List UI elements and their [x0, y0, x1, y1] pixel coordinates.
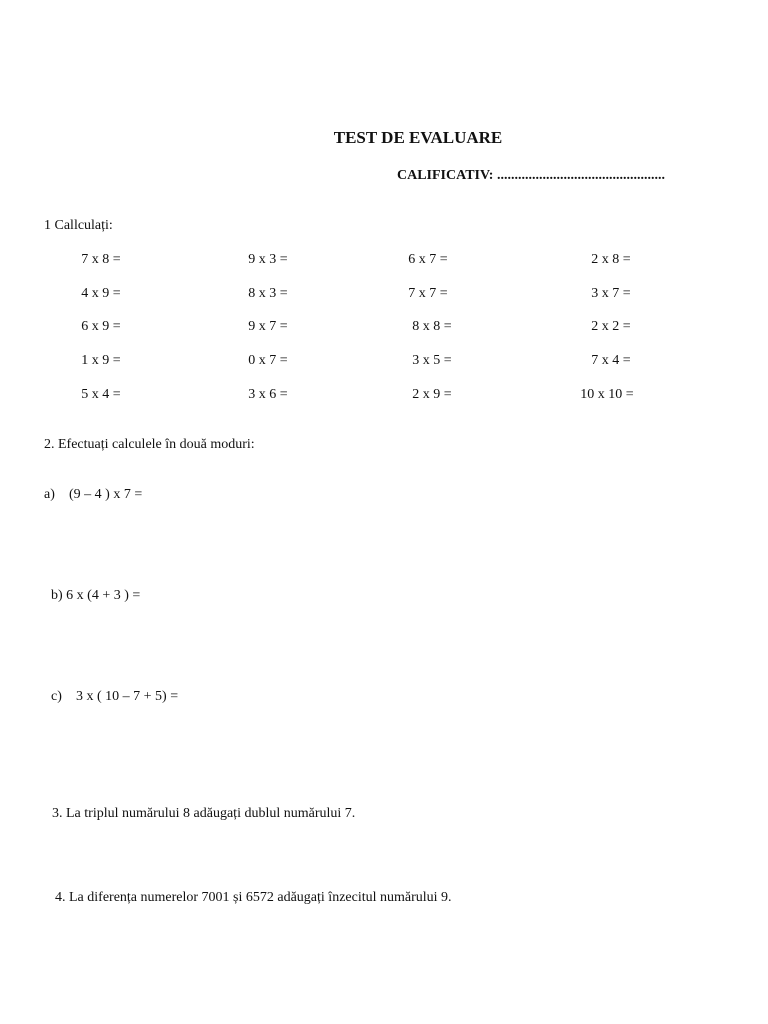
- multiplication-item: 7 x 7 =: [408, 286, 448, 301]
- page-title: TEST DE EVALUARE: [333, 128, 503, 147]
- multiplication-item: 3 x 6 =: [248, 387, 288, 402]
- exercise-2c-letter: c): [51, 689, 62, 704]
- exercise-2b-expression: b) 6 x (4 + 3 ) =: [51, 588, 141, 603]
- multiplication-item: 7 x 4 =: [591, 353, 631, 368]
- multiplication-item: 9 x 3 =: [248, 252, 288, 267]
- multiplication-item: 2 x 9 =: [412, 387, 452, 402]
- multiplication-item: 5 x 4 =: [81, 387, 121, 402]
- multiplication-item: 3 x 7 =: [591, 286, 631, 301]
- calificativ-field: CALIFICATIV: ................................................: [397, 168, 665, 183]
- exercise-2-label: 2. Efectuați calculele în două moduri:: [44, 437, 255, 452]
- multiplication-item: 2 x 2 =: [591, 319, 631, 334]
- multiplication-item: 4 x 9 =: [81, 286, 121, 301]
- multiplication-item: 8 x 8 =: [412, 319, 452, 334]
- multiplication-item: 8 x 3 =: [248, 286, 288, 301]
- exercise-2c-expression: 3 x ( 10 – 7 + 5) =: [76, 689, 179, 704]
- multiplication-item: 9 x 7 =: [248, 319, 288, 334]
- multiplication-item: 6 x 9 =: [81, 319, 121, 334]
- multiplication-item: 0 x 7 =: [248, 353, 288, 368]
- exercise-3-text: 3. La triplul numărului 8 adăugați dublul numărului 7.: [52, 806, 356, 821]
- exercise-1-label: 1 Callculați:: [44, 218, 113, 233]
- multiplication-item: 10 x 10 =: [580, 387, 634, 402]
- exercise-2a-expression: (9 – 4 ) x 7 =: [69, 487, 143, 502]
- multiplication-item: 7 x 8 =: [81, 252, 121, 267]
- multiplication-item: 6 x 7 =: [408, 252, 448, 267]
- multiplication-item: 3 x 5 =: [412, 353, 452, 368]
- exercise-2a-letter: a): [44, 487, 55, 502]
- multiplication-item: 1 x 9 =: [81, 353, 121, 368]
- exercise-4-text: 4. La diferența numerelor 7001 și 6572 adăugați înzecitul numărului 9.: [55, 890, 452, 905]
- multiplication-item: 2 x 8 =: [591, 252, 631, 267]
